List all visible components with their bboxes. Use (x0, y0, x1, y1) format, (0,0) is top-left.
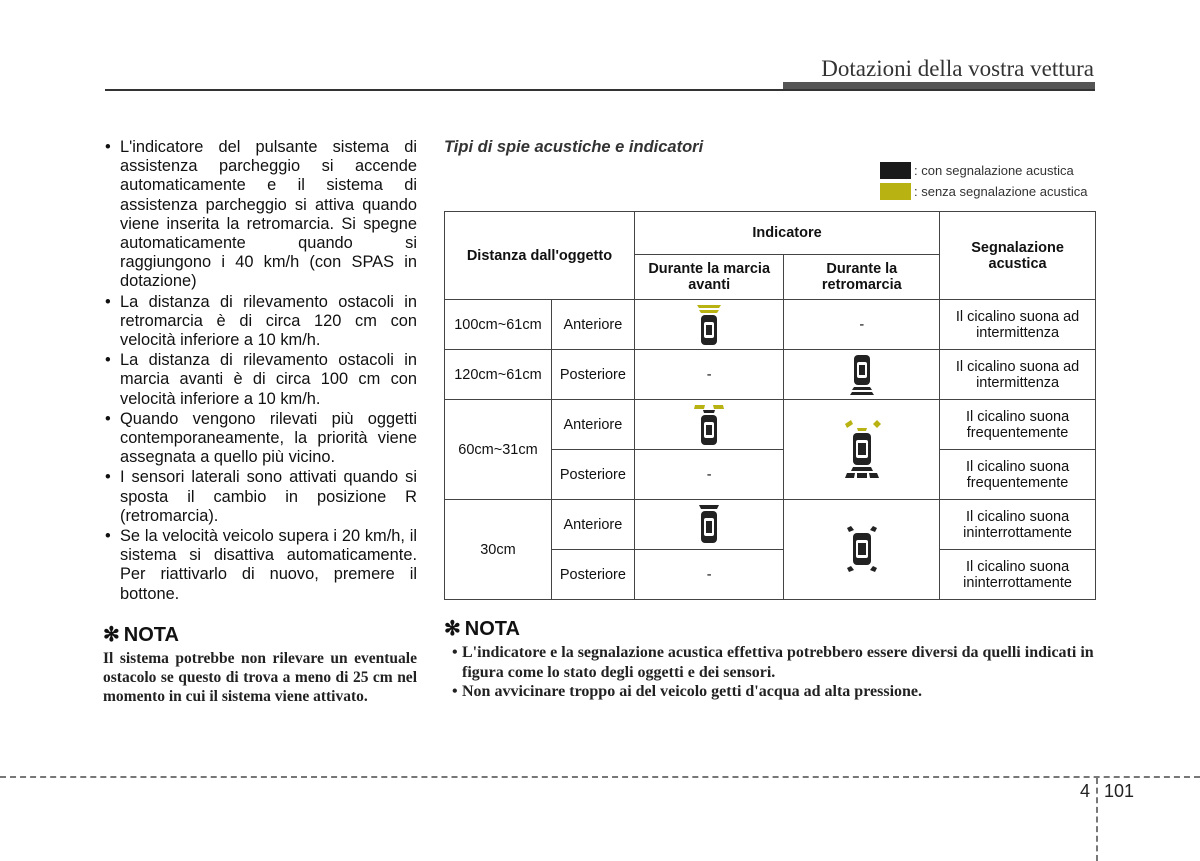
reverse-cell (784, 500, 940, 600)
nota-item: • L'indicatore e la segnalazione acustica effettiva potrebbero essere diversi da quelli indicati in figura come lo stato degli oggetti e dei sensori. (444, 643, 1096, 682)
chapter-number: 4 (1080, 781, 1091, 801)
sound-cell: Il cicalino suona ininterrottamente (940, 550, 1096, 600)
bullet-item: • La distanza di rilevamento ostacoli in retromarcia è di circa 120 cm con velocità inferiore a 10 km/h. (103, 293, 417, 351)
table-row (445, 400, 1096, 450)
car-front-corner-sensor-icon (689, 403, 729, 447)
forward-cell: - (634, 550, 784, 600)
legend-label: : senza segnalazione acustica (914, 183, 1088, 199)
sound-cell: Il cicalino suona ad intermittenza (940, 300, 1096, 350)
distance-cell: 100cm~61cm (445, 300, 552, 350)
reverse-cell (784, 400, 940, 500)
position-cell: Posteriore (551, 350, 634, 400)
nota-heading (444, 616, 1096, 641)
nota-list (444, 643, 1096, 702)
header-forward: Durante la marcia avanti (634, 255, 784, 300)
legend-item (880, 181, 1100, 201)
bullet-item: • I sensori laterali sono attivati quando si sposta il cambio in posizione R (retromarcia). (103, 468, 417, 526)
asterisk-icon: ✻ (103, 623, 120, 646)
info-bullet-list (103, 138, 417, 604)
right-nota (444, 616, 1096, 702)
forward-cell (634, 300, 784, 350)
table-row (445, 300, 1096, 350)
forward-cell (634, 500, 784, 550)
position-cell: Anteriore (551, 500, 634, 550)
footer-dashed-line (0, 776, 1200, 778)
legend (880, 160, 1100, 202)
nota-item: • Non avvicinare troppo ai del veicolo getti d'acqua ad alta pressione. (444, 682, 1096, 702)
car-front-sensor-yellow-icon (692, 303, 726, 347)
sound-cell: Il cicalino suona ininterrottamente (940, 500, 1096, 550)
indicator-table (444, 211, 1096, 600)
section-title: Tipi di spie acustiche e indicatori (444, 138, 704, 156)
forward-cell: - (634, 450, 784, 500)
nota-text: Il sistema potrebbe non rilevare un eventuale ostacolo se questo di trova a meno di 25 cm nel momento in cui il sistema viene attivato. (103, 649, 417, 705)
header-reverse: Durante la retromarcia (784, 255, 940, 300)
sound-cell: Il cicalino suona ad intermittenza (940, 350, 1096, 400)
car-all-close-icon (837, 524, 887, 576)
sound-cell: Il cicalino suona frequentemente (940, 400, 1096, 450)
header-indicator: Indicatore (634, 212, 939, 255)
page-header-title: Dotazioni della vostra vettura (821, 56, 1094, 81)
bullet-item: • La distanza di rilevamento ostacoli in marcia avanti è di circa 100 cm con velocità inferiore a 10 km/h. (103, 351, 417, 409)
nota-title: NOTA (123, 623, 179, 646)
distance-cell: 30cm (445, 500, 552, 600)
legend-label: : con segnalazione acustica (914, 162, 1074, 178)
position-cell: Posteriore (551, 450, 634, 500)
bullet-item: • Quando vengono rilevati più oggetti contemporaneamente, la priorità viene assegnata a quello più vicino. (103, 410, 417, 468)
bullet-item: • L'indicatore del pulsante sistema di assistenza parcheggio si accende automaticamente e il sistema di assistenza parcheggio si attiva quando viene inserita la retromarcia. Si spegne automaticamente quando si raggiungono i 40 km/h (con SPAS in dotazione) (103, 138, 417, 292)
nota-title: NOTA (464, 618, 520, 640)
asterisk-icon: ✻ (444, 618, 461, 640)
left-column (103, 138, 417, 706)
nota-heading (103, 622, 417, 647)
header-sound: Segnalazione acustica (940, 212, 1096, 300)
legend-swatch-yellow (880, 183, 911, 200)
bullet-item: • Se la velocità veicolo supera i 20 km/h, il sistema si disattiva automaticamente. Per riattivarlo di nuovo, premere il bottone. (103, 527, 417, 604)
car-front-close-icon (692, 503, 726, 547)
forward-cell (634, 400, 784, 450)
position-cell: Posteriore (551, 550, 634, 600)
forward-cell: - (634, 350, 784, 400)
legend-item (880, 160, 1100, 180)
sound-cell: Il cicalino suona frequentemente (940, 450, 1096, 500)
legend-swatch-dark (880, 162, 911, 179)
reverse-cell: - (784, 300, 940, 350)
right-column (444, 138, 1096, 700)
header-distance: Distanza dall'oggetto (445, 212, 635, 300)
reverse-cell (784, 350, 940, 400)
table-row (445, 500, 1096, 550)
page-number: 101 (1104, 781, 1135, 801)
footer-vertical-dashed-line (1096, 778, 1098, 861)
distance-cell: 120cm~61cm (445, 350, 552, 400)
distance-cell: 60cm~31cm (445, 400, 552, 500)
position-cell: Anteriore (551, 300, 634, 350)
car-all-sensors-icon (837, 418, 887, 482)
header-rule (105, 89, 1095, 91)
position-cell: Anteriore (551, 400, 634, 450)
table-row (445, 350, 1096, 400)
car-rear-sensor-icon (845, 353, 879, 397)
